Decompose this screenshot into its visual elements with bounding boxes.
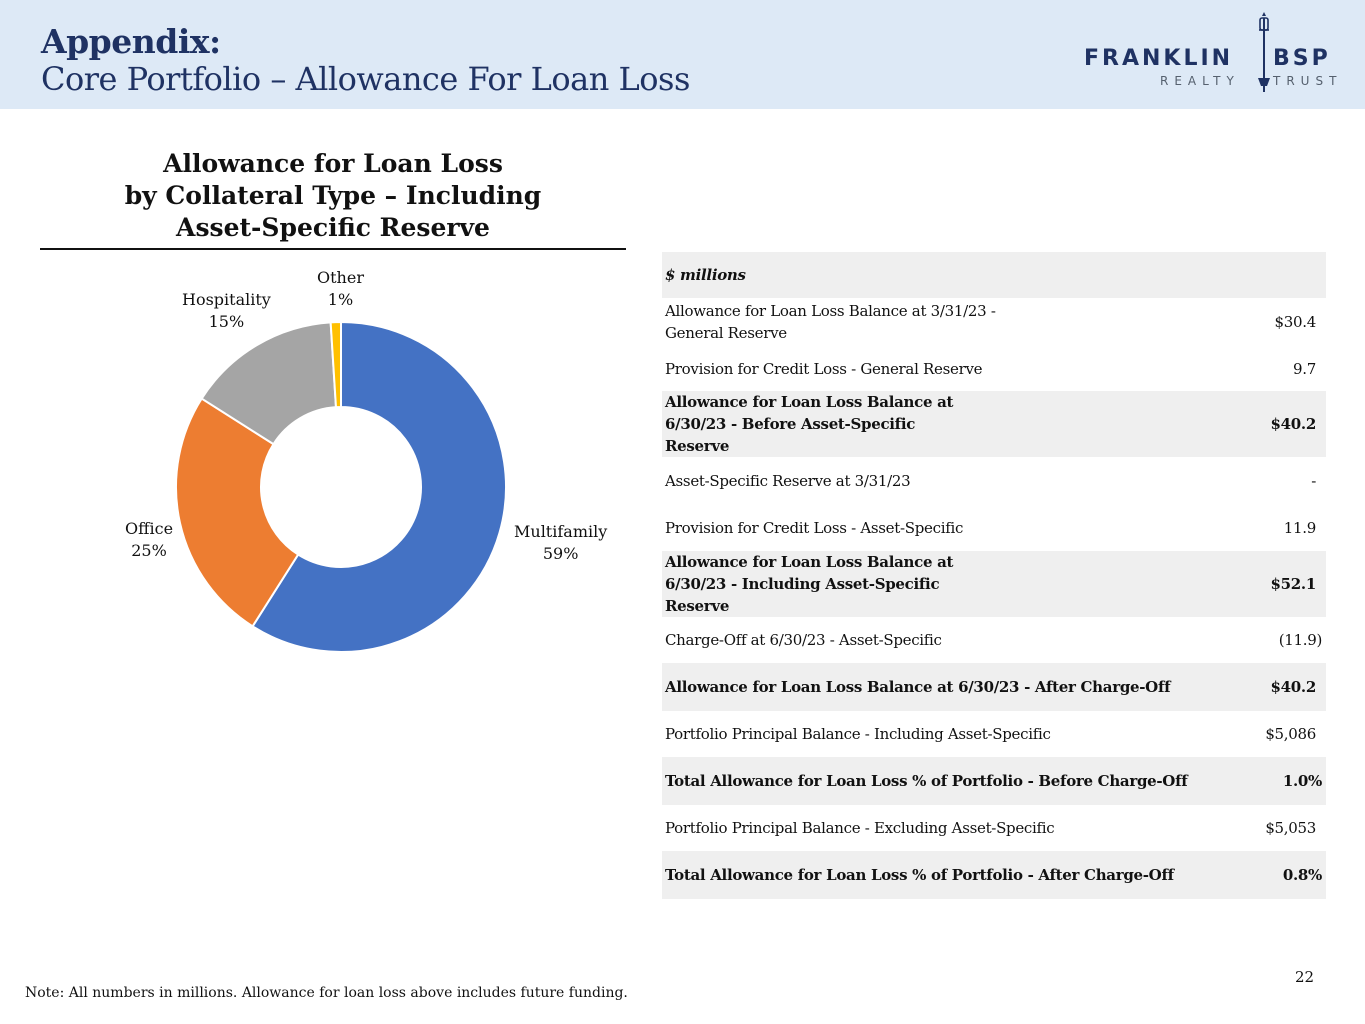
row-value: 11.9: [1283, 519, 1316, 537]
slice-label-hospitality: [182, 289, 271, 333]
row-label: Portfolio Principal Balance - Excluding Asset-Specific: [665, 819, 1055, 837]
slice-percent: 15%: [208, 312, 245, 331]
table-row: [662, 851, 1326, 899]
page-number: 22: [1295, 968, 1315, 986]
table-row: [662, 757, 1326, 805]
row-value: (11.9): [1278, 631, 1322, 649]
table-row: [662, 391, 1326, 457]
row-label: Provision for Credit Loss - General Reserve: [665, 359, 983, 378]
row-label: Portfolio Principal Balance - Including Asset-Specific: [665, 725, 1051, 743]
table-row: [662, 346, 1326, 391]
slice-percent: 59%: [542, 544, 579, 563]
slice-category: Office: [125, 519, 174, 538]
chart-title-line: Allowance for Loan Loss: [163, 149, 503, 178]
table-row: [662, 551, 1326, 617]
table-row: [662, 457, 1326, 505]
lamp-post-icon: [1254, 12, 1274, 94]
row-label: Charge-Off at 6/30/23 - Asset-Specific: [665, 631, 942, 649]
row-value: -: [1311, 472, 1316, 490]
allowance-table: [662, 252, 1326, 899]
donut-chart: [100, 265, 600, 689]
row-value: $5,086: [1265, 725, 1316, 743]
company-logo: [1084, 12, 1354, 94]
chart-title-rule: [40, 248, 626, 250]
row-value: $5,053: [1265, 819, 1316, 837]
page-subtitle: Core Portfolio – Allowance For Loan Loss: [41, 60, 690, 98]
row-value: [1193, 252, 1326, 298]
row-value: $40.2: [1270, 678, 1316, 696]
row-label: $ millions: [665, 266, 746, 284]
row-label: Total Allowance for Loan Loss % of Portfolio - After Charge-Off: [665, 866, 1174, 884]
table-row: [662, 711, 1326, 757]
slice-category: Hospitality: [182, 290, 271, 309]
logo-sub-realty: REALTY: [1160, 74, 1240, 88]
row-label: Total Allowance for Loan Loss % of Portfolio - Before Charge-Off: [665, 772, 1188, 790]
slice-label-other: [317, 267, 364, 311]
row-value: 9.7: [1293, 359, 1316, 378]
row-value: 1.0%: [1282, 772, 1322, 790]
page-title: Appendix:: [41, 22, 221, 61]
row-label: Allowance for Loan Loss Balance at 6/30/23 - After Charge-Off: [665, 678, 1171, 696]
slice-category: Multifamily: [514, 522, 608, 541]
row-value: $52.1: [1270, 575, 1316, 593]
row-label: Allowance for Loan Loss Balance at 6/30/23 - Before Asset-Specific Reserve: [665, 393, 954, 455]
row-label: Provision for Credit Loss - Asset-Specific: [665, 519, 964, 537]
table-row: [662, 298, 1326, 346]
row-value: 0.8%: [1282, 866, 1322, 884]
logo-word-bsp: BSP: [1273, 46, 1331, 71]
chart-title-line: Asset-Specific Reserve: [176, 213, 490, 242]
table-row: [662, 505, 1326, 551]
table-row: [662, 805, 1326, 851]
row-value: $40.2: [1270, 415, 1316, 433]
slice-percent: 1%: [327, 290, 354, 309]
footnote: Note: All numbers in millions. Allowance for loan loss above includes future funding.: [25, 985, 628, 1001]
chart-title: [40, 148, 626, 244]
donut-chart-svg: [100, 265, 600, 685]
slice-label-office: [125, 518, 173, 562]
table-row: [662, 663, 1326, 711]
chart-title-line: by Collateral Type – Including: [124, 181, 542, 210]
row-label: Allowance for Loan Loss Balance at 3/31/23 - General Reserve: [665, 302, 996, 342]
header-band: [0, 0, 1365, 109]
table-row: [662, 252, 1326, 298]
row-label: Asset-Specific Reserve at 3/31/23: [665, 472, 911, 490]
logo-sub-trust: TRUST: [1273, 74, 1343, 88]
table-row: [662, 617, 1326, 663]
row-label: Allowance for Loan Loss Balance at 6/30/23 - Including Asset-Specific Reserve: [665, 553, 954, 615]
slice-percent: 25%: [131, 541, 167, 560]
slice-category: Other: [317, 268, 364, 287]
row-value: $30.4: [1274, 313, 1316, 331]
logo-word-franklin: FRANKLIN: [1084, 46, 1234, 71]
slice-label-multifamily: [514, 521, 607, 565]
